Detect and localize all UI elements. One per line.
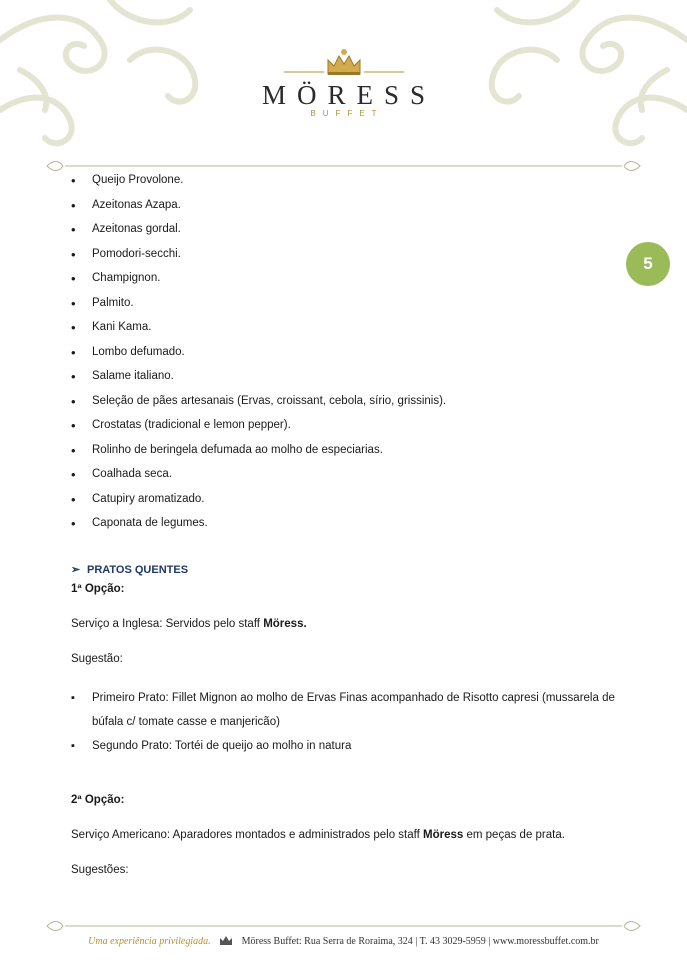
page-number-badge: 5 (626, 242, 670, 286)
document-content (71, 170, 631, 879)
option-1-service: Serviço a Inglesa: Servidos pelo staff Möress. (71, 617, 307, 630)
brand-name: MÖRESS (261, 80, 437, 110)
option-1-title: 1ª Opção: (71, 582, 125, 595)
list-item: • Caponata de legumes. (71, 513, 631, 538)
option-2-title: 2ª Opção: (71, 793, 125, 806)
list-item: • Seleção de pães artesanais (Ervas, croissant, cebola, sírio, grissinis). (71, 391, 631, 416)
footer (0, 934, 687, 947)
list-item: • Coalhada seca. (71, 464, 631, 489)
list-item: ▪ Primeiro Prato: Fillet Mignon ao molho de Ervas Finas acompanhado de Risotto capresi (mussarela de búfala c/ tomate casse e manjericão) (71, 686, 631, 734)
list-item: • Palmito. (71, 293, 631, 318)
crown-icon (219, 934, 233, 946)
option-2-service: Serviço Americano: Aparadores montados e administrados pelo staff Möress em peças de prata. (71, 828, 565, 841)
footer-address: Möress Buffet: Rua Serra de Roraima, 324 | T. 43 3029-5959 | www.moressbuffet.com.br (241, 936, 599, 947)
bullet-list (71, 170, 631, 538)
list-item: • Catupiry aromatizado. (71, 489, 631, 514)
list-item: • Pomodori-secchi. (71, 244, 631, 269)
section-heading (71, 560, 631, 580)
ornamental-divider (45, 919, 642, 933)
list-item: • Queijo Provolone. (71, 170, 631, 195)
brand-subtitle: BUFFET (310, 109, 384, 118)
list-item: • Azeitonas Azapa. (71, 195, 631, 220)
section-title: PRATOS QUENTES (87, 563, 189, 576)
list-item: • Azeitonas gordal. (71, 219, 631, 244)
suggestion-list (71, 686, 631, 758)
list-item: • Lombo defumado. (71, 342, 631, 367)
list-item: • Rolinho de beringela defumada ao molho de especiarias. (71, 440, 631, 465)
footer-tagline: Uma experiência privilegiada. (88, 936, 211, 947)
arrow-bullet-icon: ➢ (71, 564, 81, 576)
list-item: • Kani Kama. (71, 317, 631, 342)
crown-icon (264, 46, 424, 78)
option-2-suggestion-label: Sugestões: (71, 863, 129, 876)
list-item: • Champignon. (71, 268, 631, 293)
list-item: • Salame italiano. (71, 366, 631, 391)
list-item: • Crostatas (tradicional e lemon pepper). (71, 415, 631, 440)
list-item: ▪ Segundo Prato: Tortéi de queijo ao molho in natura (71, 734, 631, 758)
logo (0, 46, 687, 118)
option-1-suggestion-label: Sugestão: (71, 652, 123, 665)
